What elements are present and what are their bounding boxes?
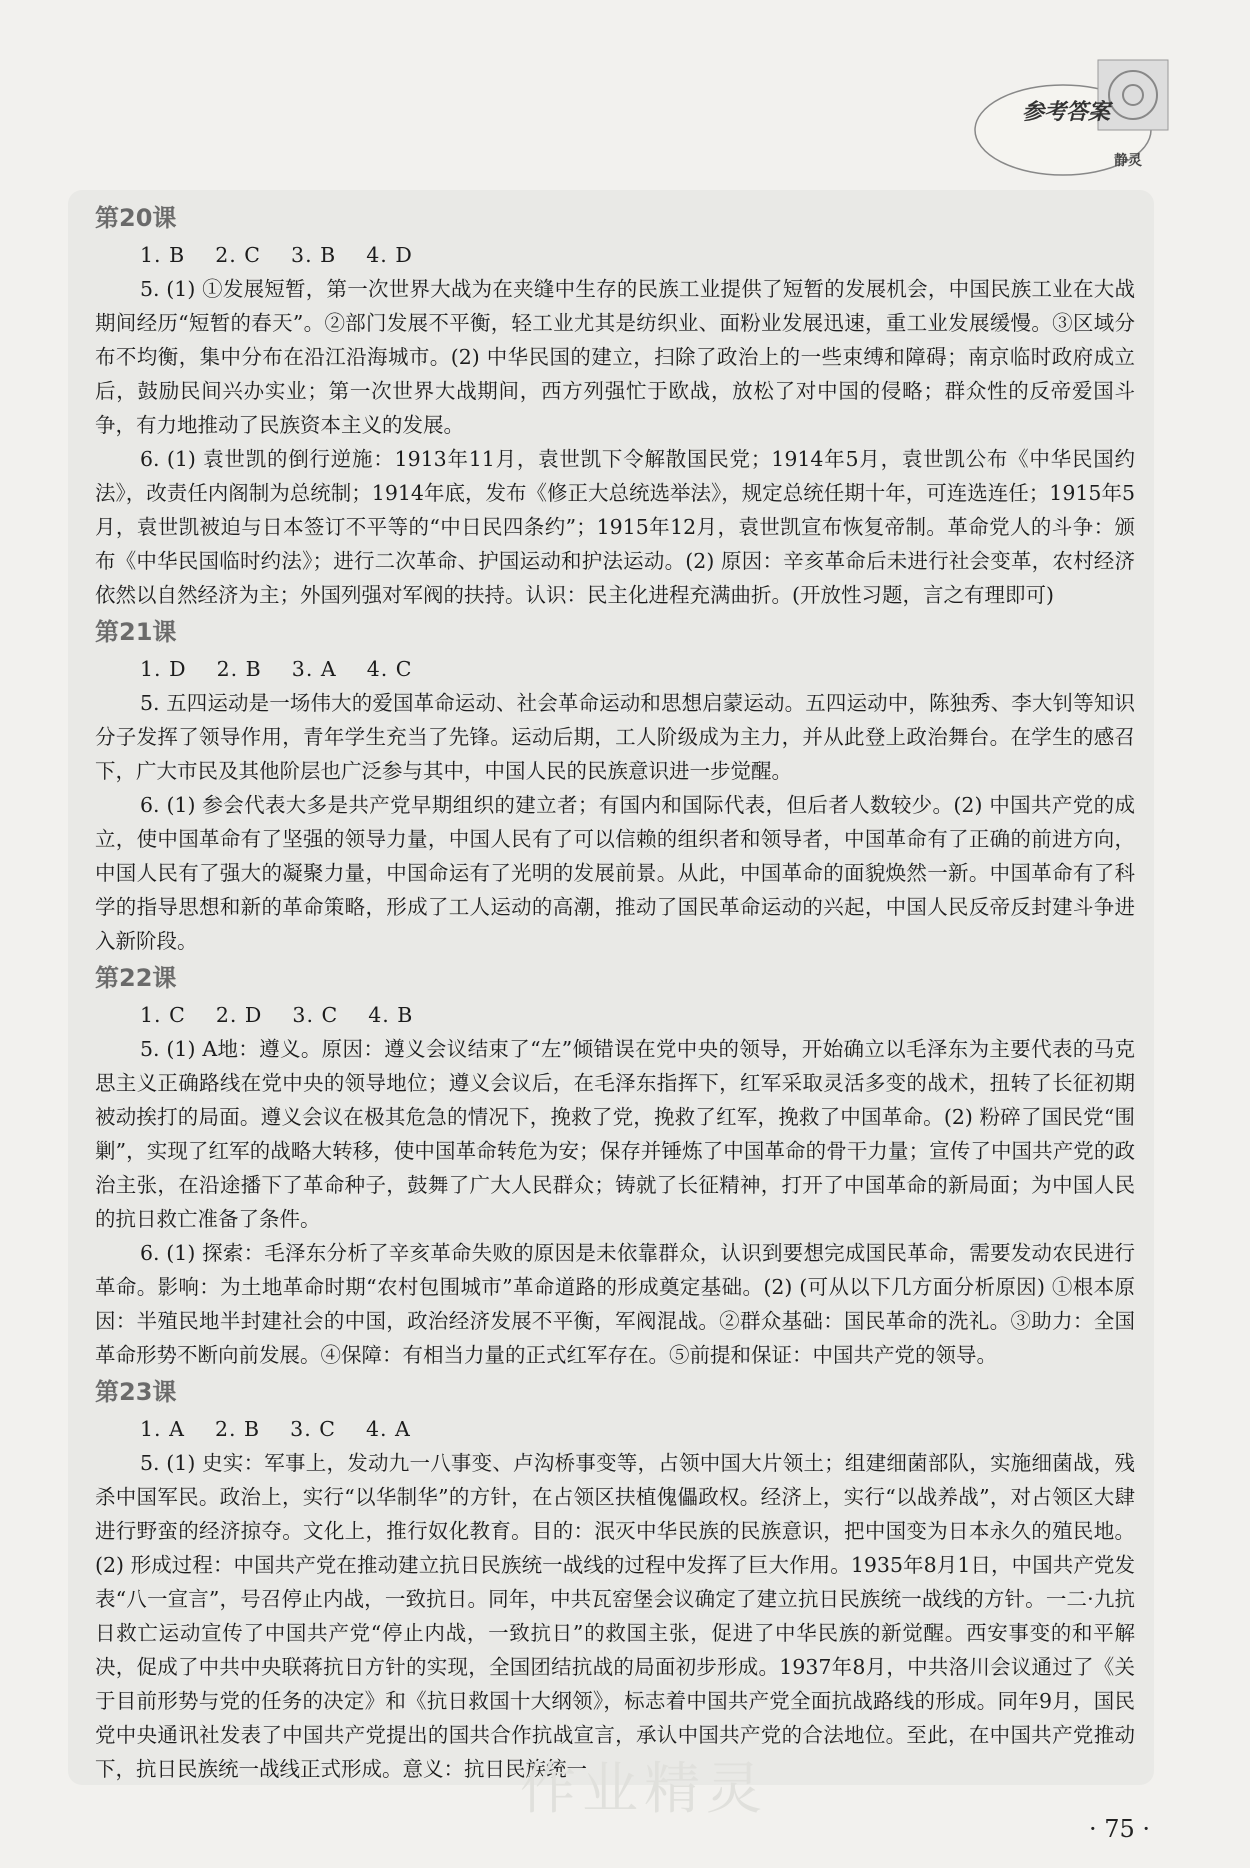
- lesson-section: [95, 1374, 1135, 1786]
- watermark: 作业精灵: [520, 1757, 768, 1822]
- lesson-title: 第23课: [95, 1378, 177, 1406]
- answer-paragraph: 5. (1) ①发展短暂，第一次世界大战为在夹缝中生存的民族工业提供了短暂的发展机会，中国民族工业在大战期间经历“短暂的春天”。②部门发展不平衡，轻工业尤其是纺织业、面粉业发展迅速，重工业发展缓慢。③区域分布不均衡，集中分布在沿江沿海城市。(2) 中华民国的建立，扫除了政治上的一些束缚和障碍；南京临时政府成立后，鼓励民间兴办实业；第一次世界大战期间，西方列强忙于欧战，放松了对中国的侵略；群众性的反帝爱国斗争，有力地推动了民族资本主义的发展。: [95, 277, 1135, 437]
- answer-paragraph: 6. (1) 参会代表大多是共产党早期组织的建立者；有国内和国际代表，但后者人数较少。(2) 中国共产党的成立，使中国革命有了坚强的领导力量，中国人民有了可以信赖的组织者和领导者，中国革命有了正确的前进方向，中国人民有了强大的凝聚力量，中国命运有了光明的发展前景。从此，中国革命的面貌焕然一新。中国革命有了科学的指导思想和新的革命策略，形成了工人运动的高潮，推动了国民革命运动的兴起，中国人民反帝反封建斗争进入新阶段。: [95, 793, 1135, 953]
- answer-paragraph: 6. (1) 探索：毛泽东分析了辛亥革命失败的原因是未依靠群众，认识到要想完成国民革命，需要发动农民进行革命。影响：为土地革命时期“农村包围城市”革命道路的形成奠定基础。(2) (可从以下几方面分析原因) ①根本原因：半殖民地半封建社会的中国，政治经济发展不平衡，军阀混战。②群众基础：国民革命的洗礼。③助力：全国革命形势不断向前发展。④保障：有相当力量的正式红军存在。⑤前提和保证：中国共产党的领导。: [95, 1241, 1135, 1367]
- lesson-section: [95, 960, 1135, 1372]
- choice-answers: 1. D 2. B 3. A 4. C: [140, 657, 413, 681]
- lesson-title: 第20课: [95, 204, 177, 232]
- header-title: 参考答案: [1021, 100, 1110, 125]
- header-subtitle: 静灵: [1114, 153, 1142, 169]
- answer-content: [95, 198, 1135, 1786]
- answer-paragraph: 5. (1) 史实：军事上，发动九一八事变、卢沟桥事变等，占领中国大片领土；组建细菌部队，实施细菌战，残杀中国军民。政治上，实行“以华制华”的方针，在占领区扶植傀儡政权。经济上，实行“以战养战”，对占领区大肆进行野蛮的经济掠夺。文化上，推行奴化教育。目的：泯灭中华民族的民族意识，把中国变为日本永久的殖民地。(2) 形成过程：中国共产党在推动建立抗日民族统一战线的过程中发挥了巨大作用。1935年8月1日，中国共产党发表“八一宣言”，号召停止内战，一致抗日。同年，中共瓦窑堡会议确定了建立抗日民族统一战线的方针。一二·九抗日救亡运动宣传了中国共产党“停止内战，一致抗日”的救国主张，促进了中华民族的新觉醒。西安事变的和平解决，促成了中共中央联蒋抗日方针的实现，全国团结抗战的局面初步形成。1937年8月，中共洛川会议通过了《关于目前形势与党的任务的决定》和《抗日救国十大纲领》，标志着中国共产党全面抗战路线的形成。同年9月，国民党中央通讯社发表了中国共产党提出的国共合作抗战宣言，承认中国共产党的合法地位。至此，在中国共产党推动下，抗日民族统一战线正式形成。意义：抗日民族统一: [95, 1451, 1135, 1781]
- choice-answers: 1. B 2. C 3. B 4. D: [140, 243, 413, 267]
- answer-paragraph: 5. 五四运动是一场伟大的爱国革命运动、社会革命运动和思想启蒙运动。五四运动中，陈独秀、李大钊等知识分子发挥了领导作用，青年学生充当了先锋。运动后期，工人阶级成为主力，并从此登上政治舞台。在学生的感召下，广大市民及其他阶层也广泛参与其中，中国人民的民族意识进一步觉醒。: [95, 691, 1135, 783]
- choice-answers: 1. A 2. B 3. C 4. A: [140, 1417, 411, 1441]
- answer-paragraph: 6. (1) 袁世凯的倒行逆施：1913年11月，袁世凯下令解散国民党；1914年5月，袁世凯公布《中华民国约法》，改责任内阁制为总统制；1914年底，发布《修正大总统选举法》，规定总统任期十年，可连选连任；1915年5月，袁世凯被迫与日本签订不平等的“中日民四条约”；1915年12月，袁世凯宣布恢复帝制。革命党人的斗争：颁布《中华民国临时约法》；进行二次革命、护国运动和护法运动。(2) 原因：辛亥革命后未进行社会变革，农村经济依然以自然经济为主；外国列强对军阀的扶持。认识：民主化进程充满曲折。(开放性习题，言之有理即可): [95, 447, 1135, 607]
- lesson-title: 第21课: [95, 618, 177, 646]
- page-number: · 75 ·: [1088, 1815, 1150, 1843]
- lesson-title: 第22课: [95, 964, 177, 992]
- lesson-section: [95, 200, 1135, 612]
- answer-paragraph: 5. (1) A地：遵义。原因：遵义会议结束了“左”倾错误在党中央的领导，开始确立以毛泽东为主要代表的马克思主义正确路线在党中央的领导地位；遵义会议后，在毛泽东指挥下，红军采取灵活多变的战术，扭转了长征初期被动挨打的局面。遵义会议在极其危急的情况下，挽救了党，挽救了红军，挽救了中国革命。(2) 粉碎了国民党“围剿”，实现了红军的战略大转移，使中国革命转危为安；保存并锤炼了中国革命的骨干力量；宣传了中国共产党的政治主张，在沿途播下了革命种子，鼓舞了广大人民群众；铸就了长征精神，打开了中国革命的新局面；为中国人民的抗日救亡准备了条件。: [95, 1037, 1135, 1231]
- choice-answers: 1. C 2. D 3. C 4. B: [140, 1003, 414, 1027]
- lesson-section: [95, 614, 1135, 958]
